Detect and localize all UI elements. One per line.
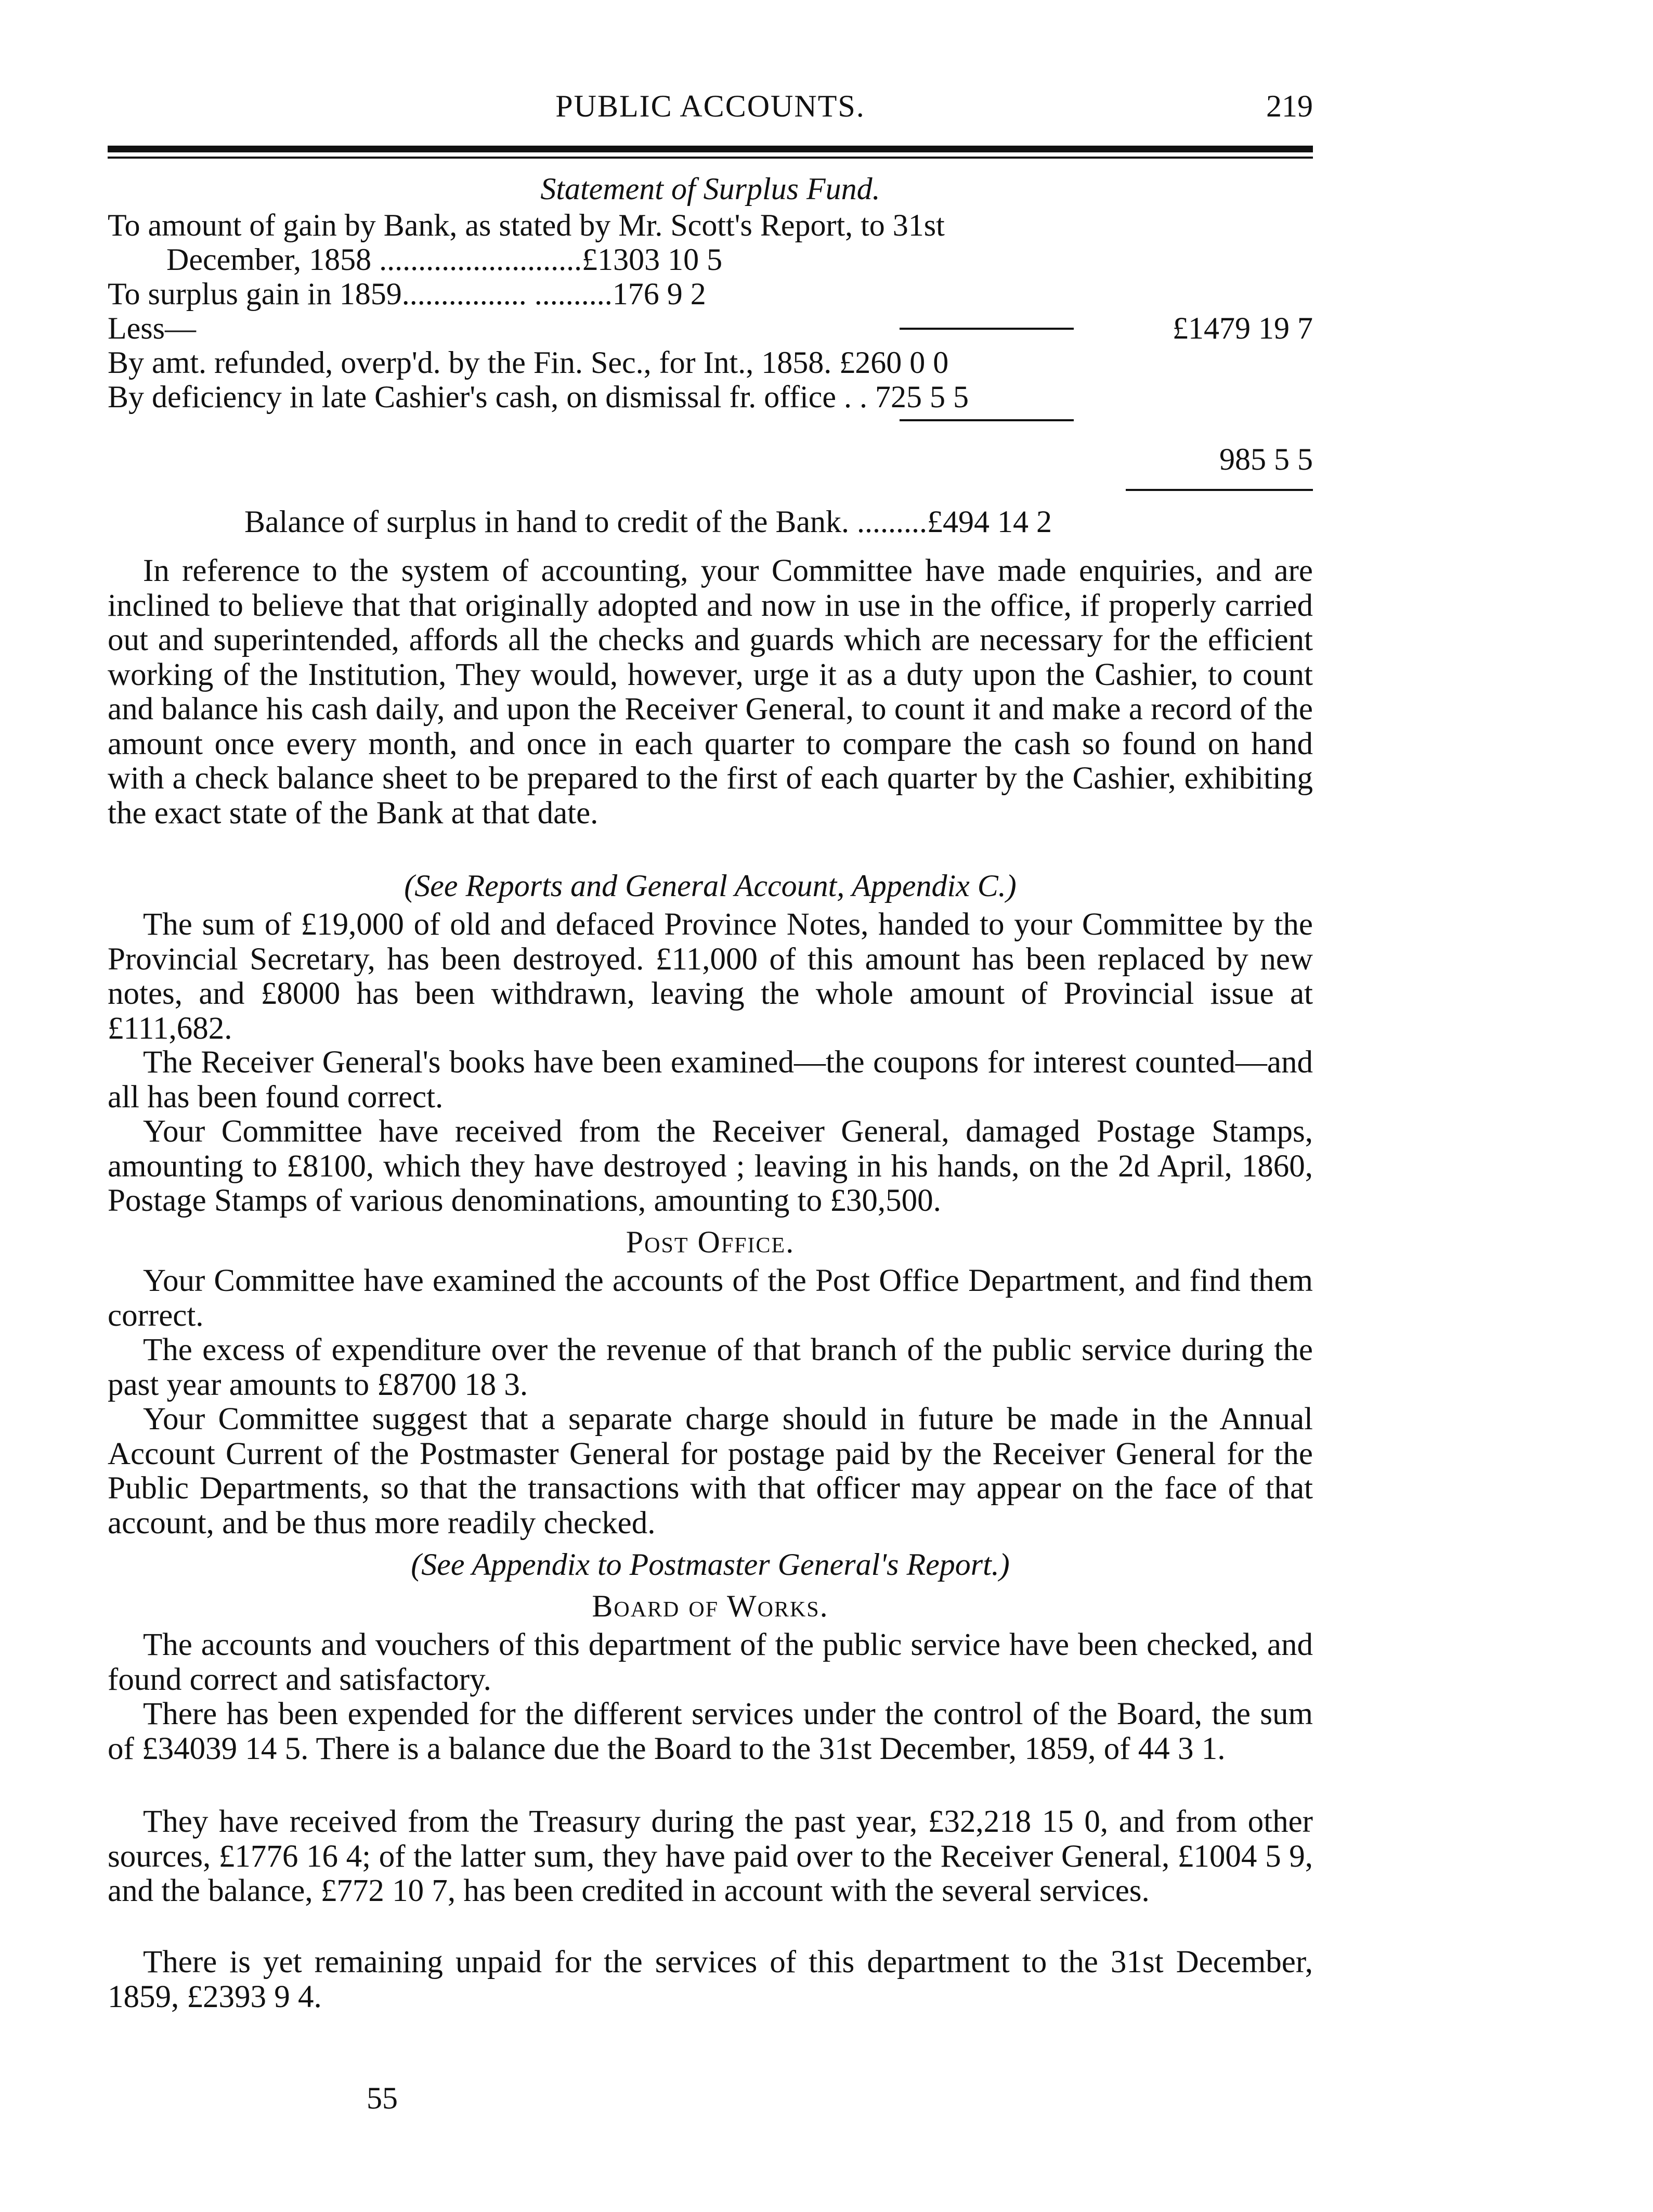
paragraph-expended-services: There has been expended for the different services under the control of the Board, the sum of £34039 14 5. There is a balance due the Board to the 31st December, 1859, of 44 3 1. <box>108 1697 1313 1766</box>
surplus-less: Less— <box>108 311 196 345</box>
header-rule-thin <box>108 157 1313 159</box>
reference-appendix-c: (See Reports and General Account, Appendix C.) <box>404 869 1017 903</box>
balance-rule <box>1126 489 1313 491</box>
running-head: PUBLIC ACCOUNTS. <box>555 89 865 123</box>
heading-post-office: Post Office. <box>626 1225 795 1259</box>
paragraph-remaining-unpaid: There is yet remaining unpaid for the services of this department to the 31st December, 1859, £2393 9 4. <box>108 1945 1313 2014</box>
surplus-balance: Balance of surplus in hand to credit of the Bank. .........£494 14 2 <box>244 505 1052 539</box>
subtotal-rule-2 <box>900 419 1074 421</box>
paragraph-province-notes: The sum of £19,000 of old and defaced Province Notes, handed to your Committee by the Provincial Secretary, has been destroyed. £11,000 of this amount has been replaced by new notes, and £8000 has been withdrawn, leaving the whole amount of Provincial issue at £111,682. <box>108 907 1313 1046</box>
surplus-deduction-total: 985 5 5 <box>1219 442 1313 476</box>
surplus-line-1: To amount of gain by Bank, as stated by Mr. Scott's Report, to 31st <box>108 208 945 242</box>
heading-board-of-works: Board of Works. <box>592 1589 829 1623</box>
paragraph-receiver-books: The Receiver General's books have been examined—the coupons for interest counted—and all has been found correct. <box>108 1045 1313 1115</box>
paragraph-accounting-system: In reference to the system of accounting, your Committee have made enquiries, and are inclined to believe that that originally adopted and now in use in the office, if properly carried out and superintended, affords all the checks and guards which are necessary for the efficient working of the Institution, They would, however, urge it as a duty upon the Cashier, to count and balance his cash daily, and upon the Receiver General, to count it and make a record of the amount once every month, and once in each quarter to compare the cash so found on hand with a check balance sheet to be prepared to the first of each quarter by the Cashier, exhibiting the exact state of the Bank at that date. <box>108 553 1313 831</box>
page-number: 219 <box>1266 89 1313 123</box>
surplus-line-2: December, 1858 ..........................£1303 10 5 <box>166 242 723 277</box>
subtotal-rule-1 <box>900 328 1074 330</box>
surplus-line-3: To surplus gain in 1859................ ..........176 9 2 <box>108 277 706 311</box>
paragraph-treasury-receipts: They have received from the Treasury during the past year, £32,218 15 0, and from other sources, £1776 16 4; of the latter sum, they have paid over to the Receiver General, £1004 5 9, and the balance, £772 10 7, has been credited in account with the several services. <box>108 1804 1313 1908</box>
reference-postmaster-report: (See Appendix to Postmaster General's Report.) <box>411 1547 1010 1582</box>
paragraph-vouchers-checked: The accounts and vouchers of this department of the public service have been checked, and found correct and satisfactory. <box>108 1627 1313 1697</box>
paragraph-separate-charge: Your Committee suggest that a separate charge should in future be made in the Annual Account Current of the Postmaster General for postage paid by the Receiver General for the Public Departments, so that the transactions with that officer may appear on the face of that account, and be thus more readily checked. <box>108 1402 1313 1541</box>
page-header <box>108 88 1313 130</box>
signature-mark: 55 <box>367 2081 398 2115</box>
surplus-gain-total: £1479 19 7 <box>1173 311 1313 345</box>
paragraph-postage-stamps: Your Committee have received from the Receiver General, damaged Postage Stamps, amounting to £8100, which they have destroyed ; leaving in his hands, on the 2d April, 1860, Postage Stamps of various denominations, amounting to £30,500. <box>108 1114 1313 1218</box>
surplus-line-5: By deficiency in late Cashier's cash, on dismissal fr. office . . 725 5 5 <box>108 380 969 414</box>
paragraph-excess-expenditure: The excess of expenditure over the revenue of that branch of the public service during the past year amounts to £8700 18 3. <box>108 1333 1313 1402</box>
header-rule-thick <box>108 146 1313 152</box>
paragraph-post-office-accounts: Your Committee have examined the accounts of the Post Office Department, and find them correct. <box>108 1263 1313 1333</box>
surplus-line-4: By amt. refunded, overp'd. by the Fin. Sec., for Int., 1858. £260 0 0 <box>108 345 949 380</box>
surplus-title: Statement of Surplus Fund. <box>540 172 880 206</box>
